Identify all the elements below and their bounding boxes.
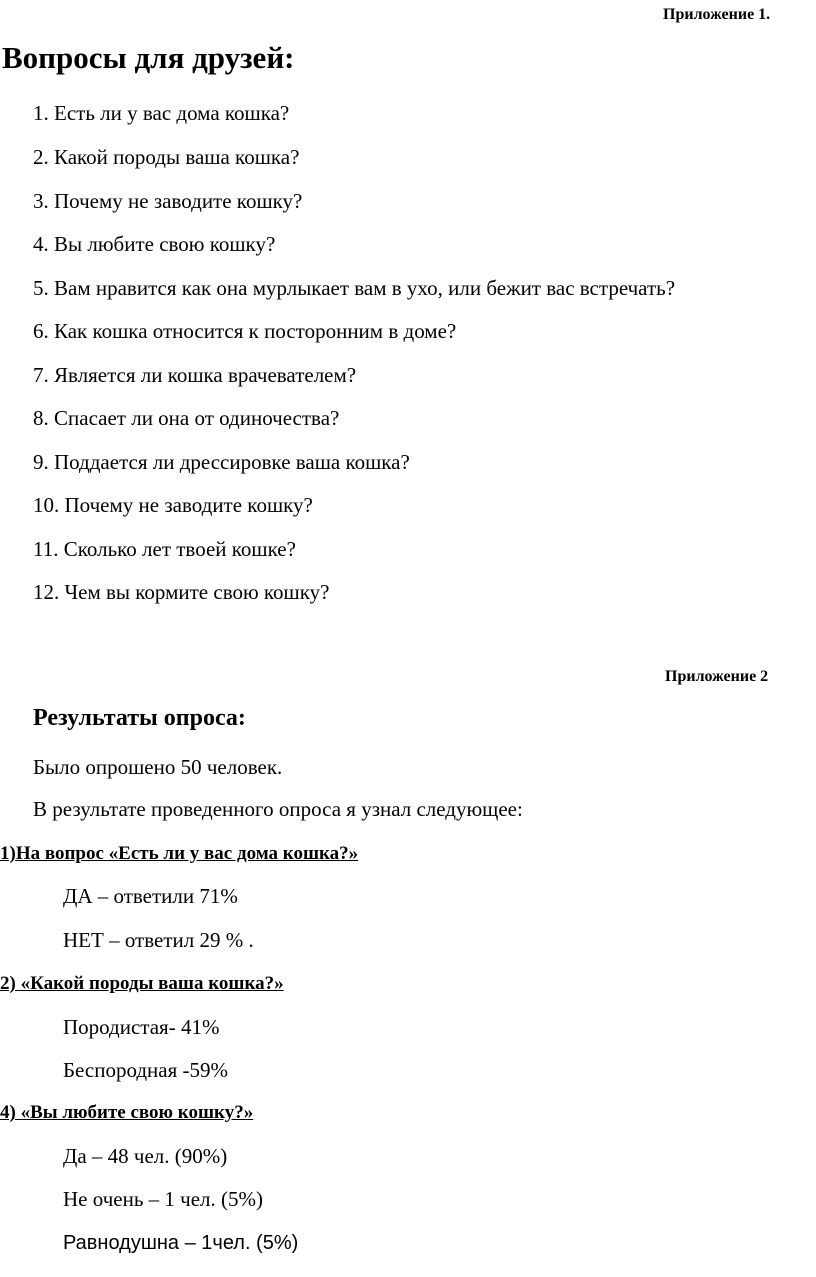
question-item: 4. Вы любите свою кошку? (33, 232, 276, 256)
result-question: 1)На вопрос «Есть ли у вас дома кошка?» (0, 843, 359, 864)
question-item: 9. Поддается ли дрессировке ваша кошка? (33, 450, 410, 474)
question-item: 6. Как кошка относится к посторонним в доме? (33, 319, 457, 343)
appendix-2-label: Приложение 2 (665, 668, 769, 685)
result-answer: Породистая- 41% (63, 1015, 220, 1039)
results-title: Результаты опроса: (33, 705, 246, 731)
surveyed-count: Было опрошено 50 человек. (33, 755, 283, 779)
result-answer: ДА – ответили 71% (63, 884, 238, 908)
result-answer: Равнодушна – 1чел. (5%) (63, 1232, 299, 1254)
appendix-1-label: Приложение 1. (663, 6, 771, 23)
question-item: 7. Является ли кошка врачевателем? (33, 363, 357, 387)
question-item: 2. Какой породы ваша кошка? (33, 145, 300, 169)
result-answer: НЕТ – ответил 29 % . (63, 928, 254, 952)
result-question: 4) «Вы любите свою кошку?» (0, 1102, 254, 1123)
questions-title: Вопросы для друзей: (2, 40, 295, 75)
question-item: 5. Вам нравится как она мурлыкает вам в ухо, или бежит вас встречать? (33, 276, 676, 300)
results-intro: В результате проведенного опроса я узнал следующее: (33, 797, 523, 821)
question-item: 3. Почему не заводите кошку? (33, 189, 303, 213)
question-item: 1. Есть ли у вас дома кошка? (33, 101, 290, 125)
question-item: 12. Чем вы кормите свою кошку? (33, 580, 330, 604)
result-answer: Беспородная -59% (63, 1058, 228, 1082)
result-answer: Не очень – 1 чел. (5%) (63, 1187, 263, 1211)
question-item: 8. Спасает ли она от одиночества? (33, 406, 340, 430)
result-answer: Да – 48 чел. (90%) (63, 1144, 228, 1168)
question-item: 10. Почему не заводите кошку? (33, 493, 313, 517)
question-item: 11. Сколько лет твоей кошке? (33, 537, 296, 561)
result-question: 2) «Какой породы ваша кошка?» (0, 973, 284, 994)
